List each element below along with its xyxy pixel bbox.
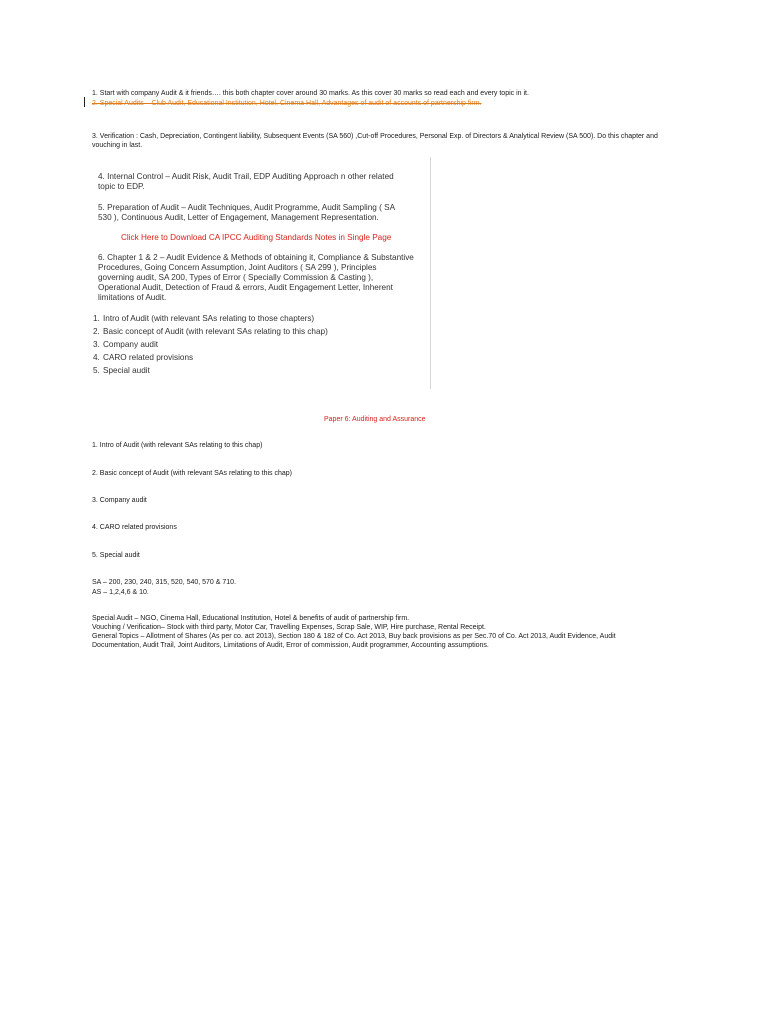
topic-item-3: 3. Company audit (92, 497, 147, 504)
embedded-para-5b: 530 ), Continuous Audit, Letter of Engagement, Management Representation. (98, 213, 379, 222)
list-item: 3. Company audit (93, 340, 159, 349)
list-item: 5. Special audit (93, 366, 150, 375)
topic-item-5: 5. Special audit (92, 552, 140, 559)
embedded-para-4b: topic to EDP. (98, 182, 145, 191)
paper-title: Paper 6: Auditing and Assurance (324, 416, 426, 423)
topic-item-4: 4. CARO related provisions (92, 524, 177, 531)
general-topics-line-1: General Topics – Allotment of Shares (As per co. act 2013), Section 180 & 182 of Co. Act 2013, Buy back provisions as per Sec.70 of Co. Act 2013, Audit Evidence, Audit (92, 633, 616, 640)
text-cursor (84, 97, 85, 107)
special-audit-line: Special Audit – NGO, Cinema Hall, Educational Institution, Hotel & benefits of audit of partnership firm. (92, 615, 410, 622)
embedded-para-6d: Operational Audit, Detection of Fraud & errors, Audit Engagement Letter, Inherent (98, 283, 393, 292)
intro-line-1: 1. Start with company Audit & it friends…. this both chapter cover around 30 marks. As this cover 30 marks so read each and every topic in it. (92, 90, 529, 97)
list-item: 2. Basic concept of Audit (with relevant SAs relating to this chap) (93, 327, 328, 336)
embedded-para-4a: 4. Internal Control – Audit Risk, Audit Trail, EDP Auditing Approach n other related (98, 172, 394, 181)
sa-list: SA – 200, 230, 240, 315, 520, 540, 570 & 710. (92, 579, 237, 586)
list-item: 1. Intro of Audit (with relevant SAs relating to those chapters) (93, 314, 315, 323)
general-topics-line-2: Documentation, Audit Trail, Joint Auditors, Limitations of Audit, Error of commission, Audit programmer, Accounting assumptions. (92, 642, 489, 649)
intro-line-3: 3. Verification : Cash, Depreciation, Contingent liability, Subsequent Events (SA 560) ,Cut-off Procedures, Personal Exp. of Directors & Analytical Review (SA 500). Do this chapter and vouching in last. (92, 133, 658, 149)
embedded-para-5a: 5. Preparation of Audit – Audit Techniques, Audit Programme, Audit Sampling ( SA (98, 203, 396, 212)
vouching-line: Vouching / Verification– Stock with third party, Motor Car, Travelling Expenses, Scrap Sale, WIP, Hire purchase, Rental Receipt. (92, 624, 486, 631)
embedded-para-6a: 6. Chapter 1 & 2 – Audit Evidence & Methods of obtaining it, Compliance & Substantive (98, 253, 414, 262)
embedded-list (93, 312, 328, 377)
download-link[interactable]: Click Here to Download CA IPCC Auditing Standards Notes in Single Page (121, 233, 392, 242)
embedded-para-6e: limitations of Audit. (98, 293, 167, 302)
embedded-para-6b: Procedures, Going Concern Assumption, Joint Auditors ( SA 299 ), Principles (98, 263, 377, 272)
embedded-para-6c: governing audit, SA 200, Types of Error ( Specially Commission & Casting ), (98, 273, 374, 282)
intro-line-2 (92, 99, 482, 108)
list-item: 4. CARO related provisions (93, 353, 194, 362)
special-audits-strikethrough: 2. Special Audits – Club Audit, Educational Institution, Hotel, Cinema Hall, Advantages of audit of accounts of partnership firm. (92, 100, 482, 107)
embedded-divider (430, 157, 431, 389)
topic-item-2: 2. Basic concept of Audit (with relevant SAs relating to this chap) (92, 470, 292, 477)
as-list: AS – 1,2,4,6 & 10. (92, 589, 149, 596)
topic-item-1: 1. Intro of Audit (with relevant SAs relating to this chap) (92, 442, 263, 449)
